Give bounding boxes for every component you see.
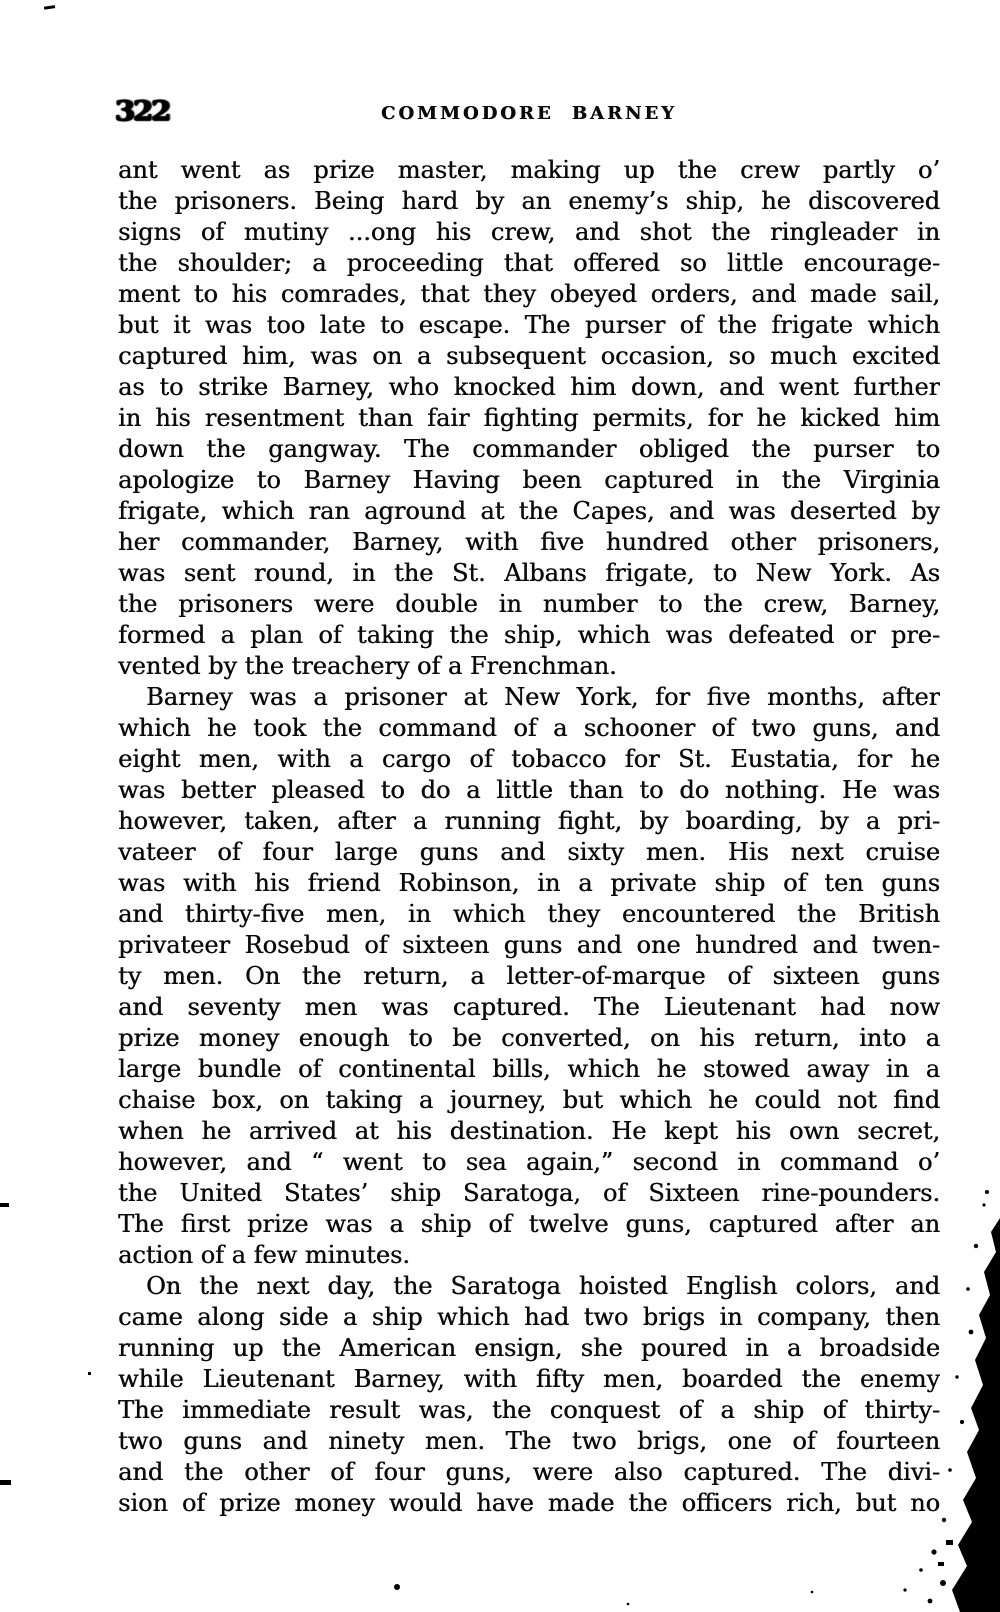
text-line: down the gangway. The commander obliged the purser to (118, 435, 940, 463)
text-line: vateer of four large guns and sixty men. His next cruise (118, 838, 940, 866)
text-line: was better pleased to do a little than to do nothing. He was (118, 776, 940, 804)
text-line: formed a plan of taking the ship, which was defeated or pre- (118, 621, 940, 649)
text-line: however, taken, after a running fight, by boarding, by a pri- (118, 807, 940, 835)
text-line: in his resentment than fair fighting permits, for he kicked him (118, 404, 940, 432)
text-line: her commander, Barney, with five hundred other prisoners, (118, 528, 940, 556)
text-line: large bundle of continental bills, which he stowed away in a (118, 1055, 940, 1083)
text-line: two guns and ninety men. The two brigs, one of fourteen (118, 1427, 940, 1455)
text-line: sion of prize money would have made the officers rich, but no (118, 1489, 940, 1517)
text-line: Barney was a prisoner at New York, for five months, after (146, 683, 940, 711)
text-line: The first prize was a ship of twelve guns, captured after an (118, 1210, 940, 1238)
text-line: apologize to Barney Having been captured in the Virginia (118, 466, 940, 494)
text-line: signs of mutiny ...ong his crew, and shot the ringleader in (118, 218, 940, 246)
text-line: running up the American ensign, she poured in a broadside (118, 1334, 940, 1362)
text-line: eight men, with a cargo of tobacco for St. Eustatia, for he (118, 745, 940, 773)
text-line: privateer Rosebud of sixteen guns and one hundred and twen- (118, 931, 940, 959)
text-line: and seventy men was captured. The Lieutenant had now (118, 993, 940, 1021)
paragraph (118, 682, 940, 1271)
text-line: as to strike Barney, who knocked him down, and went further (118, 373, 940, 401)
text-line: ment to his comrades, that they obeyed orders, and made sail, (118, 280, 940, 308)
text-line: was with his friend Robinson, in a private ship of ten guns (118, 869, 940, 897)
text-line: the prisoners. Being hard by an enemy’s ship, he discovered (118, 187, 940, 215)
page-number: 322 (114, 96, 170, 127)
running-title: COMMODORE BARNEY (381, 103, 677, 124)
text-line: the shoulder; a proceeding that offered so little encourage- (118, 249, 940, 277)
text-line: came along side a ship which had two brigs in company, then (118, 1303, 940, 1331)
text-line: when he arrived at his destination. He kept his own secret, (118, 1117, 940, 1145)
text-line: the United States’ ship Saratoga, of Sixteen rine-pounders. (118, 1179, 940, 1207)
text-line: was sent round, in the St. Albans frigate, to New York. As (118, 559, 940, 587)
paragraph (118, 155, 940, 682)
text-line: The immediate result was, the conquest of a ship of thirty- (118, 1396, 940, 1424)
text-line: frigate, which ran aground at the Capes, and was deserted by (118, 497, 940, 525)
text-line: chaise box, on taking a journey, but which he could not find (118, 1086, 940, 1114)
text-line: prize money enough to be converted, on his return, into a (118, 1024, 940, 1052)
text-line: ty men. On the return, a letter-of-marque of sixteen guns (118, 962, 940, 990)
text-line: and the other of four guns, were also captured. The divi- (118, 1458, 940, 1486)
text-line: On the next day, the Saratoga hoisted English colors, and (146, 1272, 940, 1300)
text-line: vented by the treachery of a Frenchman. (118, 652, 617, 680)
text-line: while Lieutenant Barney, with fifty men, boarded the enemy (118, 1365, 940, 1393)
text-line: ant went as prize master, making up the crew partly o’ (118, 156, 940, 184)
text-line: action of a few minutes. (118, 1241, 410, 1269)
text-line: which he took the command of a schooner of two guns, and (118, 714, 940, 742)
text-block (118, 155, 940, 1519)
text-line: and thirty-five men, in which they encountered the British (118, 900, 940, 928)
text-line: but it was too late to escape. The purser of the frigate which (118, 311, 940, 339)
text-line: the prisoners were double in number to the crew, Barney, (118, 590, 940, 618)
paragraph (118, 1271, 940, 1519)
scan-gutter-blob (952, 1218, 1000, 1612)
text-line: captured him, was on a subsequent occasion, so much excited (118, 342, 940, 370)
text-line: however, and “ went to sea again,” second in command o’ (118, 1148, 940, 1176)
